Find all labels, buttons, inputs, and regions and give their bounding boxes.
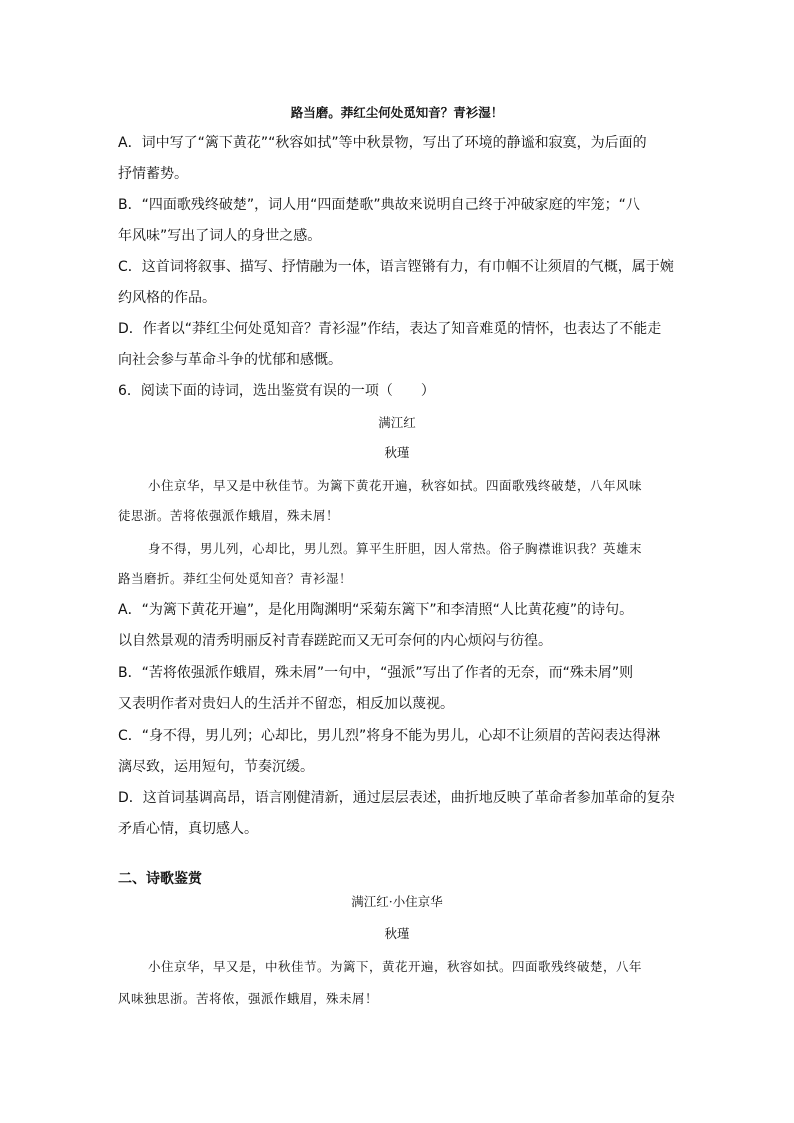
section-heading: 二、诗歌鉴赏 — [118, 871, 202, 887]
q5-option-b-line2: 年风味”写出了词人的身世之感。 — [118, 228, 322, 244]
section2-poem-title: 满江红·小住京华 — [351, 894, 443, 909]
q6-poem-author: 秋瑾 — [384, 445, 410, 460]
section2-poem-line-2: 风味独思浙。苦将侬，强派作蛾眉，殊未屑！ — [118, 991, 379, 1006]
q6-poem-line-1: 小住京华，早又是中秋佳节。为篱下黄花开遍，秋容如拭。四面歌残终破楚，八年风味 — [148, 478, 643, 493]
q6-option-c-line1: C．“身不得，男儿列；心却比，男儿烈”将身不能为男儿，心却不让须眉的苦闷表达得淋 — [118, 728, 661, 744]
q6-option-c-line2: 漓尽致，运用短句，节奏沉缓。 — [118, 759, 314, 775]
q6-poem-title: 满江红 — [378, 415, 416, 430]
q6-poem-line-2: 徒思浙。苦将侬强派作蛾眉，殊未屑！ — [118, 508, 340, 523]
q6-option-a-line1: A．“为篱下黄花开遍”，是化用陶渊明“采菊东篱下”和李清照“人比黄花瘦”的诗句。 — [118, 602, 634, 618]
q5-option-d-line2: 向社会参与革命斗争的忧郁和感慨。 — [118, 352, 342, 368]
q6-option-a-line2: 以自然景观的清秀明丽反衬青春蹉跎而又无可奈何的内心烦闷与彷徨。 — [118, 633, 552, 649]
q6-stem: 6．阅读下面的诗词，选出鉴赏有误的一项（ ） — [118, 383, 435, 399]
q6-poem-line-4: 路当磨折。莽红尘何处觅知音？青衫湿！ — [118, 571, 353, 586]
q5-option-a-line2: 抒情蓄势。 — [118, 166, 188, 182]
q5-option-b-line1: B．“四面歌残终破楚”，词人用“四面楚歌”典故来说明自己终于冲破家庭的牢笼；“八 — [118, 197, 640, 213]
q5-option-a-line1: A．词中写了“篱下黄花”“秋容如拭”等中秋景物，写出了环境的静谧和寂寞，为后面的 — [118, 135, 647, 151]
q5-option-c-line2: 约风格的作品。 — [118, 290, 216, 306]
section2-poem-author: 秋瑾 — [384, 926, 410, 941]
q6-option-b-line2: 又表明作者对贵妇人的生活并不留恋，相反加以蔑视。 — [118, 696, 454, 712]
poem-last-line: 路当磨。莽红尘何处觅知音？青衫湿！ — [290, 105, 504, 120]
q6-poem-line-3: 身不得，男儿列，心却比，男儿烈。算平生肝胆，因人常热。俗子胸襟谁识我？英雄末 — [148, 541, 643, 556]
q5-option-d-line1: D．作者以“莽红尘何处觅知音？青衫湿”作结，表达了知音难觅的情怀，也表达了不能走 — [118, 321, 662, 337]
q6-option-b-line1: B．“苦将侬强派作蛾眉，殊未屑”一句中，“强派”写出了作者的无奈，而“殊未屑”则 — [118, 665, 634, 681]
section2-poem-line-1: 小住京华，早又是，中秋佳节。为篱下，黄花开遍，秋容如拭。四面歌残终破楚，八年 — [148, 959, 643, 974]
q6-option-d-line2: 矛盾心情，真切感人。 — [118, 821, 258, 837]
q5-option-c-line1: C．这首词将叙事、描写、抒情融为一体，语言铿锵有力，有巾帼不让须眉的气概，属于婉 — [118, 259, 674, 275]
q6-option-d-line1: D．这首词基调高昂，语言刚健清新，通过层层表述，曲折地反映了革命者参加革命的复杂 — [118, 790, 675, 806]
